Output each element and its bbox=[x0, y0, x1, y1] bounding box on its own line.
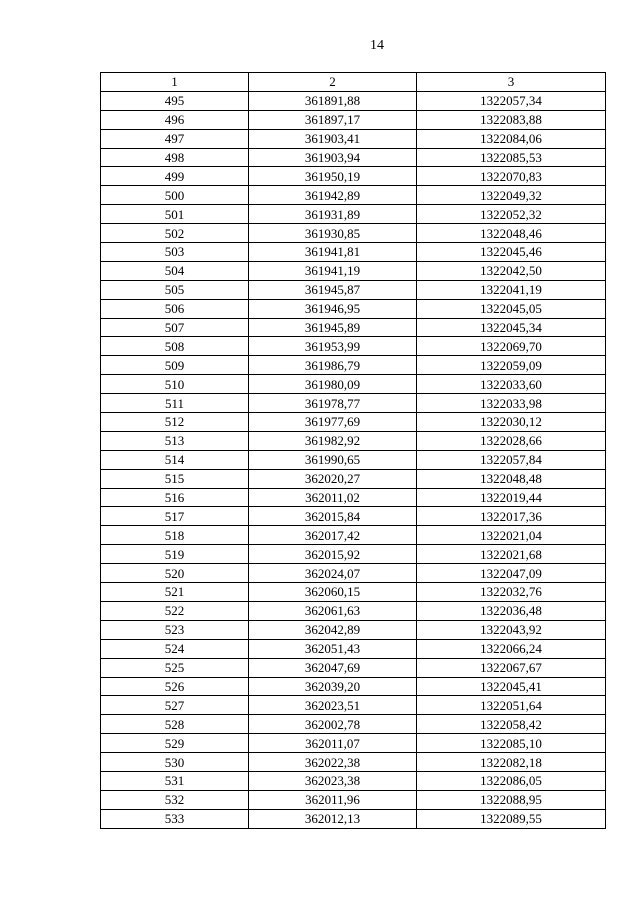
table-cell-col-1: 506 bbox=[101, 299, 249, 318]
table-cell-col-1: 507 bbox=[101, 318, 249, 337]
table-row bbox=[101, 261, 606, 280]
table-row bbox=[101, 601, 606, 620]
table-cell-col-3: 1322085,10 bbox=[417, 734, 606, 753]
table-cell-col-1: 532 bbox=[101, 790, 249, 809]
table-cell-col-3: 1322057,34 bbox=[417, 91, 606, 110]
table-cell-col-1: 501 bbox=[101, 205, 249, 224]
table-cell-col-2: 362060,15 bbox=[249, 583, 417, 602]
table-cell-col-1: 533 bbox=[101, 809, 249, 828]
table-row bbox=[101, 186, 606, 205]
table-cell-col-1: 528 bbox=[101, 715, 249, 734]
table-cell-col-2: 361982,92 bbox=[249, 431, 417, 450]
table-cell-col-3: 1322032,76 bbox=[417, 583, 606, 602]
table-cell-col-1: 531 bbox=[101, 771, 249, 790]
table-cell-col-3: 1322084,06 bbox=[417, 129, 606, 148]
table-cell-col-2: 361990,65 bbox=[249, 450, 417, 469]
table-cell-col-1: 518 bbox=[101, 526, 249, 545]
table-cell-col-3: 1322043,92 bbox=[417, 620, 606, 639]
table-row bbox=[101, 243, 606, 262]
table-row bbox=[101, 356, 606, 375]
table-cell-col-2: 362051,43 bbox=[249, 639, 417, 658]
header-cell-3: 3 bbox=[417, 73, 606, 92]
table-cell-col-3: 1322047,09 bbox=[417, 564, 606, 583]
table-cell-col-3: 1322059,09 bbox=[417, 356, 606, 375]
table-cell-col-1: 513 bbox=[101, 431, 249, 450]
table-header bbox=[101, 73, 606, 92]
table-cell-col-1: 522 bbox=[101, 601, 249, 620]
header-cell-2: 2 bbox=[249, 73, 417, 92]
table-row bbox=[101, 318, 606, 337]
table-cell-col-3: 1322033,60 bbox=[417, 375, 606, 394]
table-row bbox=[101, 469, 606, 488]
table-cell-col-1: 509 bbox=[101, 356, 249, 375]
table-cell-col-2: 361950,19 bbox=[249, 167, 417, 186]
table-cell-col-2: 362020,27 bbox=[249, 469, 417, 488]
table-cell-col-1: 520 bbox=[101, 564, 249, 583]
table-row bbox=[101, 91, 606, 110]
table-row bbox=[101, 413, 606, 432]
table-cell-col-2: 362024,07 bbox=[249, 564, 417, 583]
table-cell-col-2: 362011,96 bbox=[249, 790, 417, 809]
table-cell-col-3: 1322085,53 bbox=[417, 148, 606, 167]
table-cell-col-1: 515 bbox=[101, 469, 249, 488]
table-cell-col-2: 362017,42 bbox=[249, 526, 417, 545]
table-body bbox=[101, 91, 606, 828]
table-cell-col-3: 1322041,19 bbox=[417, 280, 606, 299]
table-cell-col-2: 362011,07 bbox=[249, 734, 417, 753]
table-cell-col-1: 504 bbox=[101, 261, 249, 280]
table-cell-col-3: 1322086,05 bbox=[417, 771, 606, 790]
table-row bbox=[101, 564, 606, 583]
table-cell-col-3: 1322069,70 bbox=[417, 337, 606, 356]
table-cell-col-2: 361942,89 bbox=[249, 186, 417, 205]
table-cell-col-2: 362011,02 bbox=[249, 488, 417, 507]
table-cell-col-2: 362022,38 bbox=[249, 753, 417, 772]
table-cell-col-3: 1322045,41 bbox=[417, 677, 606, 696]
table-row bbox=[101, 488, 606, 507]
table-cell-col-3: 1322066,24 bbox=[417, 639, 606, 658]
table-cell-col-2: 362012,13 bbox=[249, 809, 417, 828]
header-row bbox=[101, 73, 606, 92]
table-cell-col-2: 361946,95 bbox=[249, 299, 417, 318]
table-cell-col-3: 1322048,48 bbox=[417, 469, 606, 488]
table-cell-col-1: 511 bbox=[101, 394, 249, 413]
table-cell-col-2: 362061,63 bbox=[249, 601, 417, 620]
table-cell-col-3: 1322042,50 bbox=[417, 261, 606, 280]
table-cell-col-3: 1322033,98 bbox=[417, 394, 606, 413]
table-cell-col-1: 510 bbox=[101, 375, 249, 394]
table-cell-col-1: 523 bbox=[101, 620, 249, 639]
table-cell-col-1: 525 bbox=[101, 658, 249, 677]
table-cell-col-1: 495 bbox=[101, 91, 249, 110]
table-cell-col-1: 527 bbox=[101, 696, 249, 715]
table-cell-col-3: 1322082,18 bbox=[417, 753, 606, 772]
table-row bbox=[101, 148, 606, 167]
table-row bbox=[101, 696, 606, 715]
table-cell-col-3: 1322045,34 bbox=[417, 318, 606, 337]
table-cell-col-1: 514 bbox=[101, 450, 249, 469]
table-cell-col-3: 1322036,48 bbox=[417, 601, 606, 620]
table-cell-col-2: 361945,89 bbox=[249, 318, 417, 337]
table-cell-col-2: 361931,89 bbox=[249, 205, 417, 224]
table-row bbox=[101, 790, 606, 809]
table-row bbox=[101, 734, 606, 753]
table-cell-col-3: 1322070,83 bbox=[417, 167, 606, 186]
table-cell-col-1: 529 bbox=[101, 734, 249, 753]
table-row bbox=[101, 337, 606, 356]
table-cell-col-3: 1322057,84 bbox=[417, 450, 606, 469]
table-row bbox=[101, 526, 606, 545]
table-cell-col-3: 1322045,05 bbox=[417, 299, 606, 318]
table-cell-col-3: 1322052,32 bbox=[417, 205, 606, 224]
table-cell-col-1: 516 bbox=[101, 488, 249, 507]
table-cell-col-2: 362015,84 bbox=[249, 507, 417, 526]
table-cell-col-3: 1322083,88 bbox=[417, 110, 606, 129]
table-cell-col-2: 361897,17 bbox=[249, 110, 417, 129]
table-cell-col-1: 521 bbox=[101, 583, 249, 602]
table-cell-col-2: 361945,87 bbox=[249, 280, 417, 299]
coordinates-table bbox=[100, 72, 606, 829]
table-cell-col-3: 1322088,95 bbox=[417, 790, 606, 809]
table-row bbox=[101, 394, 606, 413]
table-cell-col-2: 362042,89 bbox=[249, 620, 417, 639]
table-row bbox=[101, 677, 606, 696]
table-cell-col-2: 361977,69 bbox=[249, 413, 417, 432]
table-row bbox=[101, 545, 606, 564]
table-cell-col-2: 361903,41 bbox=[249, 129, 417, 148]
table-cell-col-2: 362047,69 bbox=[249, 658, 417, 677]
table-row bbox=[101, 450, 606, 469]
table-cell-col-3: 1322058,42 bbox=[417, 715, 606, 734]
table-cell-col-1: 499 bbox=[101, 167, 249, 186]
table-cell-col-1: 497 bbox=[101, 129, 249, 148]
table-cell-col-2: 361978,77 bbox=[249, 394, 417, 413]
table-cell-col-3: 1322089,55 bbox=[417, 809, 606, 828]
table-cell-col-3: 1322021,68 bbox=[417, 545, 606, 564]
table-row bbox=[101, 167, 606, 186]
table-cell-col-2: 361980,09 bbox=[249, 375, 417, 394]
table-cell-col-1: 505 bbox=[101, 280, 249, 299]
table-cell-col-2: 361941,19 bbox=[249, 261, 417, 280]
table-row bbox=[101, 299, 606, 318]
table-row bbox=[101, 715, 606, 734]
table-row bbox=[101, 110, 606, 129]
table-cell-col-1: 526 bbox=[101, 677, 249, 696]
table-cell-col-2: 361930,85 bbox=[249, 224, 417, 243]
table-row bbox=[101, 205, 606, 224]
table-cell-col-2: 362039,20 bbox=[249, 677, 417, 696]
page-number: 14 bbox=[370, 38, 384, 53]
table-row bbox=[101, 224, 606, 243]
table-cell-col-2: 362015,92 bbox=[249, 545, 417, 564]
table-row bbox=[101, 583, 606, 602]
table-row bbox=[101, 620, 606, 639]
table-row bbox=[101, 280, 606, 299]
table-cell-col-1: 502 bbox=[101, 224, 249, 243]
table-cell-col-1: 524 bbox=[101, 639, 249, 658]
table-row bbox=[101, 658, 606, 677]
table-cell-col-3: 1322017,36 bbox=[417, 507, 606, 526]
table-cell-col-1: 530 bbox=[101, 753, 249, 772]
table-row bbox=[101, 639, 606, 658]
table-cell-col-3: 1322028,66 bbox=[417, 431, 606, 450]
table-cell-col-2: 361891,88 bbox=[249, 91, 417, 110]
table-cell-col-2: 361953,99 bbox=[249, 337, 417, 356]
table-cell-col-1: 508 bbox=[101, 337, 249, 356]
table-row bbox=[101, 771, 606, 790]
table-row bbox=[101, 431, 606, 450]
table-cell-col-3: 1322051,64 bbox=[417, 696, 606, 715]
table-cell-col-1: 519 bbox=[101, 545, 249, 564]
table-row bbox=[101, 507, 606, 526]
table-row bbox=[101, 375, 606, 394]
header-cell-1: 1 bbox=[101, 73, 249, 92]
table-row bbox=[101, 809, 606, 828]
table-row bbox=[101, 753, 606, 772]
table-cell-col-2: 362002,78 bbox=[249, 715, 417, 734]
table-cell-col-3: 1322067,67 bbox=[417, 658, 606, 677]
table-cell-col-3: 1322048,46 bbox=[417, 224, 606, 243]
table-cell-col-1: 512 bbox=[101, 413, 249, 432]
table-row bbox=[101, 129, 606, 148]
table-cell-col-3: 1322049,32 bbox=[417, 186, 606, 205]
table-cell-col-1: 503 bbox=[101, 243, 249, 262]
table-cell-col-2: 361903,94 bbox=[249, 148, 417, 167]
table-cell-col-1: 517 bbox=[101, 507, 249, 526]
table-cell-col-1: 500 bbox=[101, 186, 249, 205]
table-cell-col-2: 361941,81 bbox=[249, 243, 417, 262]
table-cell-col-3: 1322019,44 bbox=[417, 488, 606, 507]
table-cell-col-3: 1322045,46 bbox=[417, 243, 606, 262]
table-cell-col-2: 362023,51 bbox=[249, 696, 417, 715]
table-cell-col-3: 1322030,12 bbox=[417, 413, 606, 432]
table-cell-col-3: 1322021,04 bbox=[417, 526, 606, 545]
table-cell-col-1: 498 bbox=[101, 148, 249, 167]
table-cell-col-2: 362023,38 bbox=[249, 771, 417, 790]
table-cell-col-2: 361986,79 bbox=[249, 356, 417, 375]
table-cell-col-1: 496 bbox=[101, 110, 249, 129]
